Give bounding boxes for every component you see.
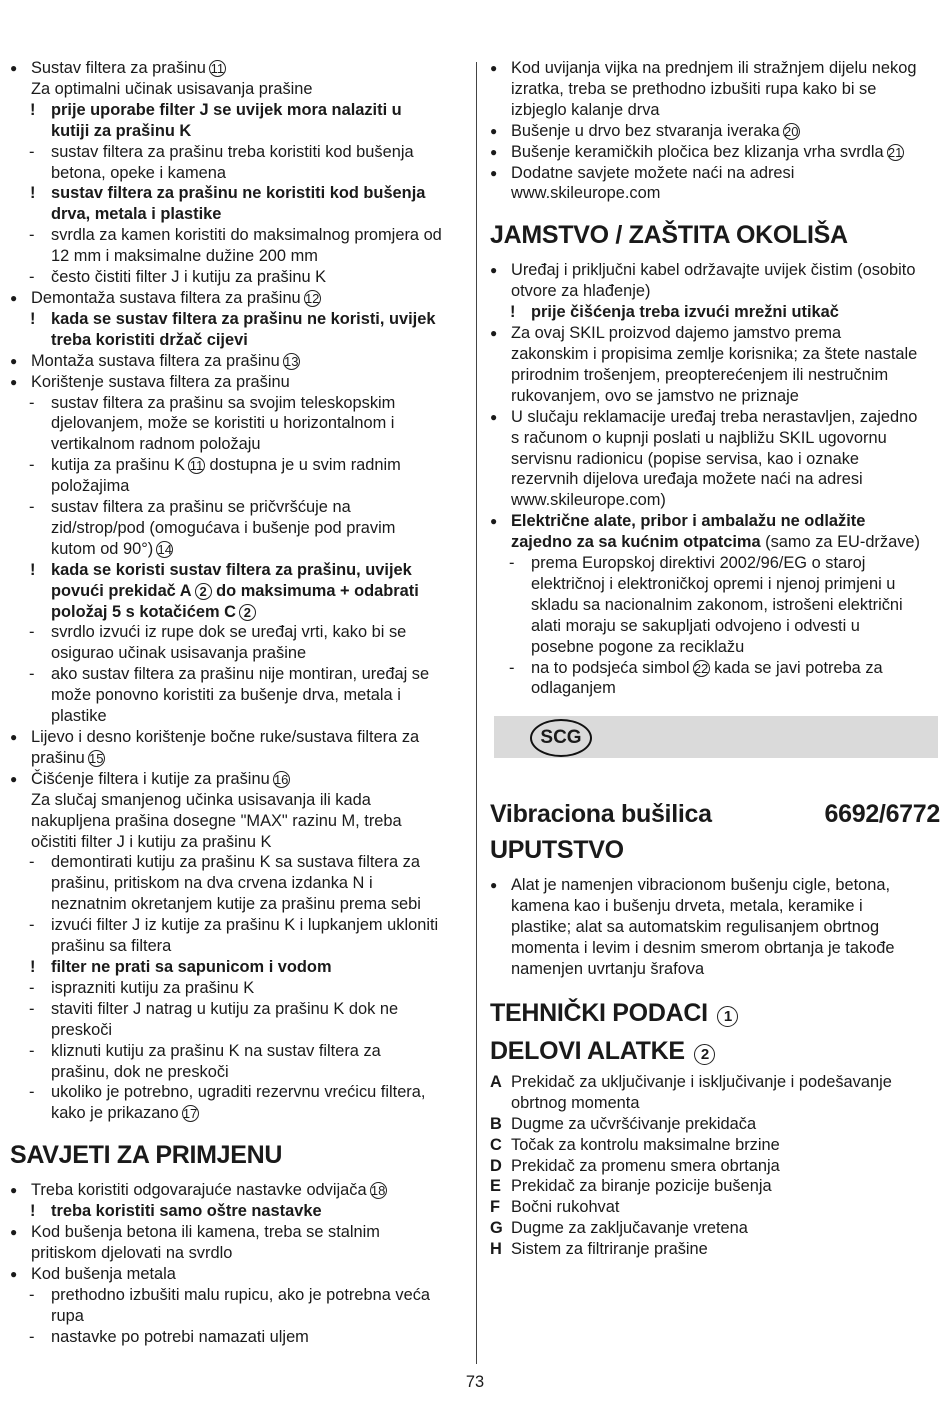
line-text: prašinu, pritiskom na dva crvena izdanka N i <box>51 874 373 893</box>
line-text: momenta i levim i desnim smerom obrtanja je takođe <box>511 939 895 958</box>
text-line <box>10 873 468 894</box>
bullet-item <box>10 1264 468 1285</box>
bullet-item <box>10 727 468 748</box>
text-line <box>10 1306 468 1327</box>
warning-note <box>10 957 468 978</box>
text-line <box>10 685 468 706</box>
part-letter: H <box>490 1240 502 1259</box>
sub-item <box>10 455 468 476</box>
warning-note <box>10 204 468 225</box>
line-text: www.skileurope.com) <box>511 491 666 510</box>
text-line <box>490 344 940 365</box>
line-text: zajedno za sa kućnim otpatcima <box>511 533 761 552</box>
line-text: Za optimalni učinak usisavanja prašine <box>31 79 313 98</box>
line-text: kutija za prašinu K <box>51 456 185 475</box>
savjeti-list <box>10 1180 468 1347</box>
text-line <box>10 518 468 539</box>
part-text: Bočni rukohvat <box>511 1198 620 1217</box>
line-text: prirodnim trošenjem, preopterećenjem ili nestručnim <box>511 365 889 384</box>
bullet-item <box>490 323 940 344</box>
sub-item <box>10 225 468 246</box>
part-item <box>490 1197 940 1218</box>
line-text: Montaža sustava filtera za prašinu <box>31 351 280 370</box>
language-badge: SCG <box>530 719 592 757</box>
line-text: s računom o kupnji poslati u najbližu SKIL ugovornu <box>511 428 887 447</box>
heading-delovi-text: DELOVI ALATKE <box>490 1036 685 1065</box>
line-text: izbjeglo kalanje drva <box>511 100 660 119</box>
part-item <box>490 1156 940 1177</box>
bullet-item <box>490 407 940 428</box>
text-line <box>490 595 940 616</box>
part-text: Prekidač za uključivanje i isključivanje i podešavanje <box>511 1072 892 1091</box>
sub-item <box>10 852 468 873</box>
right-column <box>490 58 940 1260</box>
figure-ref-icon: 17 <box>182 1106 198 1122</box>
bullet-item <box>490 163 940 184</box>
line-text: prethodno izbušiti malu rupicu, ako je potrebna veća <box>51 1285 431 1304</box>
part-text: Sistem za filtriranje prašine <box>511 1240 708 1259</box>
text-line <box>10 163 468 184</box>
left-column <box>10 58 468 1347</box>
part-item <box>490 1176 940 1197</box>
text-line <box>490 183 940 204</box>
part-text: Dugme za zaključavanje vretena <box>511 1219 748 1238</box>
text-line <box>490 574 940 595</box>
figure-ref-icon: 22 <box>693 660 709 676</box>
text-line <box>490 281 940 302</box>
part-letter: C <box>490 1135 502 1154</box>
line-text: Za ovaj SKIL proizvod dajemo jamstvo prema <box>511 324 842 343</box>
line-text: prašinu, dok ne preskoči <box>51 1062 229 1081</box>
line-text: isprazniti kutiju za prašinu K <box>51 978 255 997</box>
text-line <box>490 79 940 100</box>
tips-continued <box>490 58 940 204</box>
warning-note <box>10 100 468 121</box>
line-text: rukovanjem, ovo se jamstvo ne priznaje <box>511 386 799 405</box>
text-line <box>10 894 468 915</box>
heading-tehnicki-text: TEHNIČKI PODACI <box>490 998 708 1027</box>
text-line <box>490 386 940 407</box>
part-item <box>490 1114 940 1135</box>
sub-item <box>490 553 940 574</box>
line-text: očistiti filter J i kutiju za prašinu K <box>31 832 272 851</box>
parts-list <box>490 1072 940 1260</box>
line-text: drva, metala i plastike <box>51 205 222 224</box>
line-text: vertikalnom radnom položaju <box>51 435 261 454</box>
sub-item <box>10 497 468 518</box>
line-text: odlaganjem <box>531 679 616 698</box>
text-line <box>10 434 468 455</box>
line-text-after: dostupna je u svim radnim <box>204 456 401 475</box>
line-text: filter ne prati sa sapunicom i vodom <box>51 957 332 976</box>
figure-ref-icon: 20 <box>784 123 799 139</box>
text-line <box>490 678 940 699</box>
line-text: prašinu sa filtera <box>51 937 172 956</box>
text-line <box>10 1103 468 1124</box>
uputstvo-list <box>490 875 940 980</box>
heading-savjeti: SAVJETI ZA PRIMJENU <box>10 1141 283 1170</box>
part-item <box>490 1239 940 1260</box>
sub-item <box>10 978 468 999</box>
heading-jamstvo: JAMSTVO / ZAŠTITA OKOLIŠA <box>490 221 848 250</box>
line-text: Kod bušenja metala <box>31 1264 176 1283</box>
text-line <box>10 1062 468 1083</box>
line-text: plastike <box>51 707 107 726</box>
text-line <box>490 100 940 121</box>
sub-item <box>10 664 468 685</box>
figure-ref-icon: 11 <box>189 458 204 474</box>
line-text: sustav filtera za prašinu se pričvršćuje na <box>51 498 351 517</box>
product-model: 6692/6772 <box>824 800 940 829</box>
figure-ref-icon: 15 <box>89 750 104 766</box>
figure-ref-icon: 16 <box>273 771 289 787</box>
text-line <box>10 79 468 100</box>
text-line <box>10 790 468 811</box>
line-text: namenjen uvrtanju šrafova <box>511 960 705 978</box>
line-text: neznatnim okretanjem kutije za prašinu prema sebi <box>51 895 421 914</box>
sub-item <box>10 1327 468 1348</box>
line-text: Električne alate, pribor i ambalažu ne odlažite <box>511 512 866 531</box>
text-line <box>490 490 940 511</box>
part-item-cont: obrtnog momenta <box>511 1093 640 1112</box>
text-line <box>490 365 940 386</box>
line-text: posebne pogone za reciklažu <box>531 637 745 656</box>
line-text: Korištenje sustava filtera za prašinu <box>31 372 290 391</box>
line-text: kada se sustav filtera za prašinu ne koristi, uvijek <box>51 309 436 328</box>
sub-item <box>10 999 468 1020</box>
line-text: Za slučaj smanjenog učinka usisavanja ili kada <box>31 790 371 809</box>
line-text: povući prekidač A <box>51 581 192 600</box>
text-line <box>490 532 940 553</box>
sub-item <box>10 1041 468 1062</box>
line-text: Bušenje keramičkih pločica bez klizanja vrha svrdla <box>511 142 884 161</box>
line-text: Alat je namenjen vibracionom bušenju cigle, betona, <box>511 876 891 895</box>
part-item <box>490 1072 940 1093</box>
bullet-item <box>10 1222 468 1243</box>
part-text: Dugme za učvršćivanje prekidača <box>511 1114 757 1133</box>
line-text: Dodatne savjete možete naći na adresi <box>511 163 795 182</box>
warning-note <box>10 581 468 602</box>
text-line <box>10 643 468 664</box>
page-number: 73 <box>465 1373 485 1391</box>
text-line <box>490 959 940 980</box>
figure-ref-icon: 12 <box>304 290 320 306</box>
line-text: nastavke po potrebi namazati uljem <box>51 1327 309 1346</box>
line-text: 12 mm i maksimalne dužine 200 mm <box>51 247 318 266</box>
part-letter: G <box>490 1219 503 1238</box>
part-letter: E <box>490 1177 501 1196</box>
bullet-item <box>10 351 468 372</box>
warning-note <box>490 302 940 323</box>
line-text: pritiskom djelovati na svrdlo <box>31 1243 233 1262</box>
line-text: svrdla za kamen koristiti do maksimalnog promjera od <box>51 226 442 245</box>
bullet-item <box>10 288 468 309</box>
text-line <box>490 616 940 637</box>
sub-item <box>10 142 468 163</box>
text-line <box>10 413 468 434</box>
bullet-item <box>10 1180 468 1201</box>
line-text: kliznuti kutiju za prašinu K na sustav filtera za <box>51 1041 381 1060</box>
warning-note <box>10 309 468 330</box>
text-line <box>10 476 468 497</box>
line-text: na to podsjeća simbol <box>531 658 690 677</box>
figure-ref-icon: 21 <box>887 144 903 160</box>
text-line <box>490 449 940 470</box>
text-line <box>10 539 468 560</box>
bullet-item <box>490 121 940 142</box>
sub-item <box>10 393 468 414</box>
part-text: Prekidač za biranje pozicije bušenja <box>511 1177 772 1196</box>
line-text: svrdlo izvući iz rupe dok se uređaj vrti, kako bi se <box>51 623 407 642</box>
line-text: kutiji za prašinu K <box>51 121 192 140</box>
line-text: www.skileurope.com <box>511 184 661 203</box>
column-divider <box>476 62 477 1364</box>
part-letter: F <box>490 1198 501 1217</box>
figure-ref-icon: 2 <box>195 583 212 600</box>
warning-note <box>10 121 468 142</box>
sub-item <box>490 658 940 679</box>
line-text: položajima <box>51 477 130 496</box>
line-text: U slučaju reklamacije uređaj treba nerastavljen, zajedno <box>511 407 918 426</box>
line-text: djelovanjem, može se koristiti u horizontalnom i <box>51 414 395 433</box>
line-text: Treba koristiti odgovarajuće nastavke odvijača <box>31 1181 367 1200</box>
line-text: demontirati kutiju za prašinu K sa sustava filtera za <box>51 853 420 872</box>
line-text: nakupljena prašina dosegne "MAX" razinu M, treba <box>31 811 402 830</box>
line-text: rupa <box>51 1306 84 1325</box>
figure-ref-icon: 18 <box>370 1183 386 1199</box>
text-line <box>490 917 940 938</box>
text-line <box>490 637 940 658</box>
line-text: betona, opeke i kamena <box>51 163 226 182</box>
part-letter: B <box>490 1114 502 1133</box>
line-text: zakonskim i propisima zemlje korisnika; za štete nastale <box>511 344 918 363</box>
bullet-item <box>490 58 940 79</box>
line-text-after: kada se javi potreba za <box>709 658 883 677</box>
bullet-item <box>10 372 468 393</box>
line-text: Bušenje u drvo bez stvaranja iveraka <box>511 121 780 140</box>
line-text: rezervnih dijelova uređaja možete naći na adresi <box>511 470 863 489</box>
line-text: Demontaža sustava filtera za prašinu <box>31 288 301 307</box>
sub-item <box>10 622 468 643</box>
warning-note <box>10 560 468 581</box>
line-text: prije uporabe filter J se uvijek mora nalaziti u <box>51 100 402 119</box>
line-text: alati moraju se sakupljati odvojeno i odvesti u <box>531 616 860 635</box>
sub-item <box>10 1082 468 1103</box>
text-line <box>10 748 468 769</box>
figure-ref-icon: 14 <box>157 541 172 557</box>
product-title: Vibraciona bušilica <box>490 800 712 829</box>
line-text: preskoči <box>51 1020 113 1039</box>
line-text: Sustav filtera za prašinu <box>31 59 206 77</box>
line-text: treba koristiti samo oštre nastavke <box>51 1202 322 1221</box>
figure-ref-icon: 13 <box>283 353 299 369</box>
part-text: Točak za kontrolu maksimalne brzine <box>511 1135 780 1154</box>
line-text-after: (samo za EU-države) <box>760 533 920 552</box>
line-text: izratka, treba se prethodno izbušiti rupa kako bi se <box>511 79 877 98</box>
figure-ref-icon: 2 <box>694 1044 715 1065</box>
bullet-item <box>490 142 940 163</box>
text-line <box>490 428 940 449</box>
line-text: Uređaj i priključni kabel održavajte uvijek čistim (osobito <box>511 261 916 280</box>
sub-item <box>10 915 468 936</box>
bullet-item <box>490 875 940 896</box>
bullet-item <box>10 58 468 79</box>
text-line <box>10 832 468 853</box>
text-line <box>490 896 940 917</box>
figure-ref-icon: 2 <box>239 604 256 621</box>
heading-uputstvo: UPUTSTVO <box>490 836 624 865</box>
text-line <box>10 246 468 267</box>
line-text: izvući filter J iz kutije za prašinu K i lupkanjem ukloniti <box>51 916 439 935</box>
line-text: osigurao učinak usisavanja prašine <box>51 644 307 663</box>
part-text: Prekidač za promenu smera obrtanja <box>511 1156 780 1175</box>
warning-note <box>10 330 468 351</box>
line-text: skladu sa nacionalnim zakonom, istrošeni električni <box>531 595 903 614</box>
text-line <box>10 811 468 832</box>
line-text: Kod bušenja betona ili kamena, treba se stalnim <box>31 1223 380 1242</box>
text-line <box>490 938 940 959</box>
left-body <box>10 58 468 1124</box>
product-title-row <box>490 799 940 829</box>
line-text: Lijevo i desno korištenje bočne ruke/sustava filtera za <box>31 728 420 746</box>
line-text: prije čišćenja treba izvući mrežni utikač <box>531 303 839 322</box>
jamstvo-list <box>490 260 940 699</box>
line-text: može ponovno koristiti za bušenje drva, metala i <box>51 686 401 705</box>
text-line <box>490 469 940 490</box>
line-text: položaj 5 s kotačićem C <box>51 602 236 621</box>
line-text-after: do maksimuma + odabrati <box>211 581 419 600</box>
part-letter: A <box>490 1072 502 1091</box>
part-letter: D <box>490 1156 502 1175</box>
text-line <box>10 936 468 957</box>
line-text: električnoj i elektroničkoj opremi i njenoj primjeni u <box>531 574 896 593</box>
bullet-item <box>490 511 940 532</box>
warning-note <box>10 183 468 204</box>
line-text: Čišćenje filtera i kutije za prašinu <box>31 769 270 788</box>
warning-note <box>10 1201 468 1222</box>
figure-ref-icon: 1 <box>717 1006 738 1027</box>
line-text: ukoliko je potrebno, ugraditi rezervnu vrećicu filtera, <box>51 1083 426 1102</box>
line-text: plastike; alat sa automatskim regulisanjem obrtnog <box>511 918 880 937</box>
line-text: sustav filtera za prašinu ne koristiti kod bušenja <box>51 184 426 203</box>
line-text: kutom od 90°) <box>51 539 154 558</box>
warning-note <box>10 602 468 623</box>
line-text: sustav filtera za prašinu treba koristiti kod bušenja <box>51 142 414 161</box>
bullet-item <box>490 260 940 281</box>
line-text: treba koristiti držač cijevi <box>51 330 248 349</box>
line-text: otvore za hlađenje) <box>511 282 651 301</box>
line-text: kako je prikazano <box>51 1104 179 1123</box>
line-text: Kod uvijanja vijka na prednjem ili stražnjem dijelu nekog <box>511 59 917 77</box>
bullet-item <box>10 769 468 790</box>
line-text: zid/strop/pod (omogućava i bušenje pod pravim <box>51 518 396 537</box>
text-line <box>10 1020 468 1041</box>
line-text: kada se koristi sustav filtera za prašinu, uvijek <box>51 560 412 579</box>
sub-item <box>10 1285 468 1306</box>
text-line <box>10 1243 468 1264</box>
line-text: prema Europskoj direktivi 2002/96/EG o staroj <box>531 554 866 573</box>
line-text: prašinu <box>31 748 85 767</box>
line-text: sustav filtera za prašinu sa svojim teleskopskim <box>51 393 396 412</box>
line-text: staviti filter J natrag u kutiju za prašinu K dok ne <box>51 999 399 1018</box>
heading-delovi <box>490 1036 940 1066</box>
heading-tehnicki <box>490 998 940 1028</box>
line-text: servisnu radionicu (popise servisa, kao i oznake <box>511 449 860 468</box>
line-text: kamena kao i bušenju drveta, metala, keramike i <box>511 897 863 916</box>
part-item <box>490 1135 940 1156</box>
part-item <box>490 1218 940 1239</box>
sub-item <box>10 267 468 288</box>
text-line <box>10 706 468 727</box>
figure-ref-icon: 11 <box>210 61 225 76</box>
line-text: često čistiti filter J i kutiju za prašinu K <box>51 268 327 287</box>
line-text: ako sustav filtera za prašinu nije montiran, uređaj se <box>51 665 430 684</box>
